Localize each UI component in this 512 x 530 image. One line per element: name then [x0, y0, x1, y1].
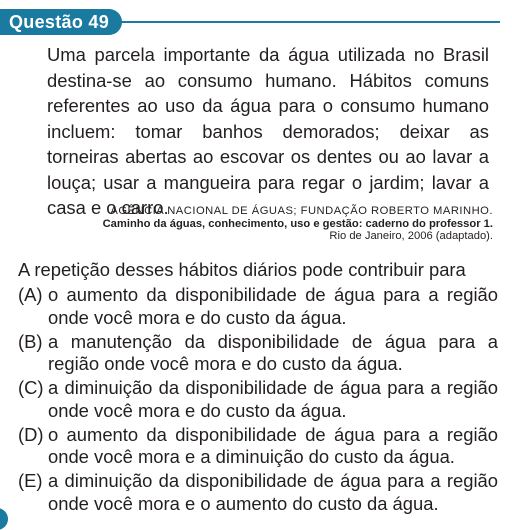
answer-options [18, 284, 498, 517]
option-text: o aumento da disponibilidade de água para a região onde você mora e do custo da água. [48, 284, 498, 328]
source-publication: Rio de Janeiro, 2006 (adaptado). [329, 230, 493, 243]
option-text: o aumento da disponibilidade de água para a região onde você mora e a diminuição do custo da água. [48, 423, 498, 467]
question-header [0, 9, 512, 35]
corner-decoration [0, 508, 8, 530]
option-letter: (B) [18, 330, 43, 352]
source-authors: AGÊNCIA NACIONAL DE ÁGUAS; FUNDAÇÃO ROBERTO MARINHO. [110, 205, 493, 217]
option-letter: (D) [18, 423, 44, 445]
option-e[interactable] [18, 470, 498, 515]
header-rule [118, 21, 500, 23]
passage-text: Uma parcela importante da água utilizada no Brasil destina-se ao consumo humano. Hábitos comuns referentes ao uso da água para o consumo humano incluem: tomar banhos demorados; deixar as torneiras abertas ao escovar os dentes ou ao lavar a louça; usar a mangueira para regar o jardim; lavar a casa e o carro. [47, 44, 489, 218]
option-a[interactable] [18, 284, 498, 329]
option-letter: (A) [18, 284, 43, 305]
question-number-badge: Questão 49 [0, 9, 122, 35]
option-c[interactable] [18, 377, 498, 422]
question-stem: A repetição desses hábitos diários pode contribuir para [18, 259, 466, 280]
option-letter: (E) [18, 470, 43, 491]
option-letter: (C) [18, 377, 44, 398]
source-title: Caminho da águas, conhecimento, uso e gestão: caderno do professor 1. [102, 217, 493, 230]
option-text: a diminuição da disponibilidade de água para a região onde você mora e do custo da água. [48, 377, 498, 421]
option-text: a manutenção da disponibilidade de água para a região onde você mora e do custo da água. [48, 330, 498, 374]
option-text: a diminuição da disponibilidade de água para a região onde você mora e o aumento do custo da água. [48, 470, 498, 514]
source-citation [33, 205, 493, 243]
option-d[interactable] [18, 424, 498, 469]
option-b[interactable] [18, 331, 498, 376]
